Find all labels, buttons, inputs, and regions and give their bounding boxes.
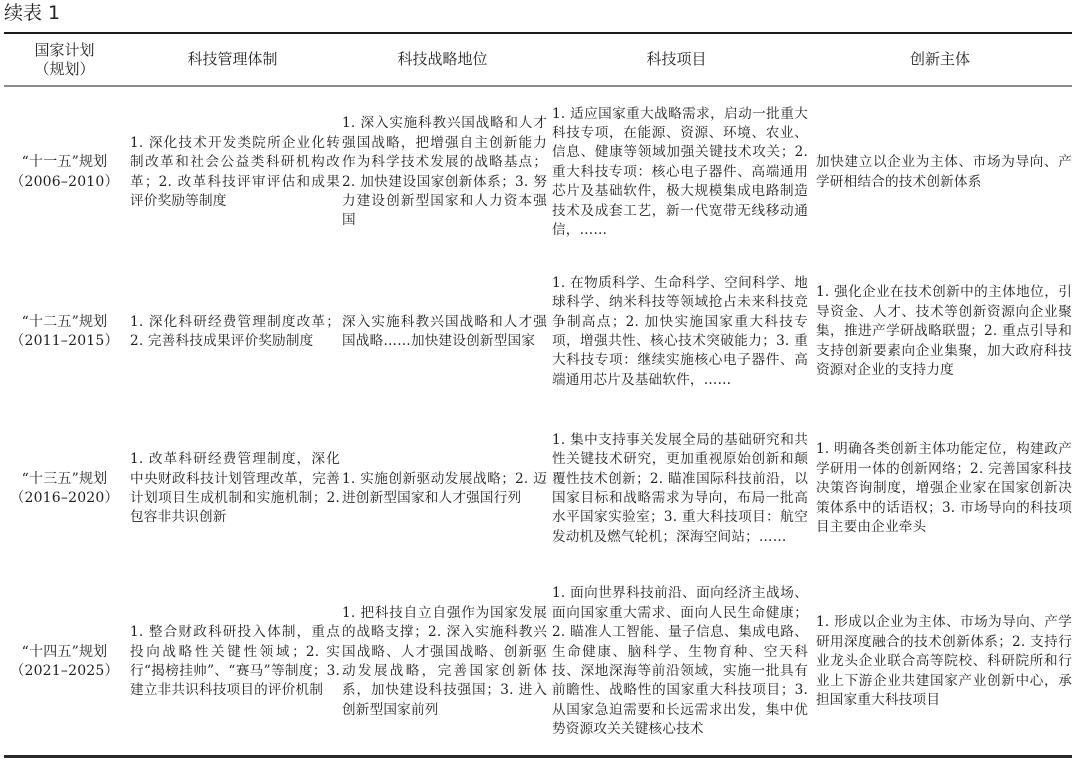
cell-strategy [342, 572, 547, 752]
cell-plan [4, 257, 125, 407]
cell-text: 1. 深化技术开发类院所企业化转制改革和社会公益类科研机构改革；2. 改革科技评审评估和成果评价奖励等制度 [130, 134, 340, 209]
cell-text: 1. 深入实施科教兴国战略和人才强国战略，把增强自主创新能力作为科学技术发展的战略基点；2. 加快建设国家创新体系；3. 努力建设创新型国家和人力资本强国 [342, 115, 547, 229]
cell-projects [552, 410, 808, 568]
plan-name: “十二五”规划 [21, 313, 108, 330]
cell-projects [552, 257, 808, 407]
header-plan [4, 34, 125, 85]
cell-plan [4, 90, 125, 255]
cell-strategy [342, 410, 547, 568]
cell-projects [552, 90, 808, 255]
cell-innovators [816, 257, 1072, 407]
cell-text: 1. 在物质科学、生命科学、空间科学、地球科学、纳米科技等领域抢占未来科技竞争制高点；2. 加快实施国家重大科技专项，增强共性、核心技术突破能力；3. 重大科技专项：继续实施核心电子器件、高端通用芯片及基础软件，…… [552, 274, 808, 388]
cell-management [130, 410, 340, 568]
header-projects: 科技项目 [646, 50, 707, 68]
cell-text: 加快建立以企业为主体、市场为导向、产学研相结合的技术创新体系 [816, 154, 1072, 190]
table-row [4, 90, 1072, 255]
cell-text: 1. 把科技自立自强作为国家发展的战略支撑；2. 深入实施科教兴国战略、人才强国战略、创新驱动发展战略，完善国家创新体系，加快建设科技强国；3. 进入创新型国家前列 [342, 604, 547, 718]
cell-text: 深入实施科教兴国战略和人才强国战略……加快建设创新型国家 [342, 313, 547, 349]
header-plan-line2: （规划） [34, 59, 95, 78]
cell-innovators [816, 410, 1072, 568]
plan-name: “十三五”规划 [21, 470, 108, 487]
cell-innovators [816, 572, 1072, 752]
plan-period: （2021–2025） [10, 663, 119, 679]
cell-strategy [342, 257, 547, 407]
header-plan-line1: 国家计划 [34, 40, 95, 59]
header-strategy: 科技战略地位 [397, 50, 488, 68]
cell-management [130, 572, 340, 752]
cell-plan [4, 572, 125, 752]
cell-management [130, 257, 340, 407]
cell-text: 1. 深化科研经费管理制度改革；2. 完善科技成果评价奖励制度 [130, 313, 340, 349]
cell-text: 1. 明确各类创新主体功能定位，构建政产学研用一体的创新网络；2. 完善国家科技决策咨询制度，增强企业家在国家创新决策体系中的话语权；3. 市场导向的科技项目主要由企业牵头 [816, 441, 1072, 536]
cell-text: 1. 整合财政科研投入体制，重点投向战略性关键性领域；2. 实行“揭榜挂帅”、“赛马”等制度；3. 建立非共识科技项目的评价机制 [130, 624, 340, 699]
table-row [4, 410, 1072, 568]
header-innovators: 创新主体 [909, 50, 970, 68]
cell-innovators [816, 90, 1072, 255]
cell-text: 1. 面向世界科技前沿、面向经济主战场、面向国家重大需求、面向人民生命健康；2. 瞄准人工智能、量子信息、集成电路、生命健康、脑科学、生物育种、空天科技、深地深海等前沿领域，实施一批具有前瞻性、战略性的国家重大科技项目；3. 从国家急迫需要和长远需求出发，集中优势资源攻关关键核心技术 [552, 585, 808, 738]
cell-text: 1. 强化企业在技术创新中的主体地位，引导资金、人才、技术等创新资源向企业聚集，推进产学研战略联盟；2. 重点引导和支持创新要素向企业集聚，加大政府科技资源对企业的支持力度 [816, 284, 1072, 379]
bottom-rule [4, 755, 1072, 758]
table-row [4, 572, 1072, 752]
cell-text: 1. 适应国家重大战略需求，启动一批重大科技专项，在能源、资源、环境、农业、信息、健康等领域加强关键技术攻关；2. 重大科技专项：核心电子器件、高端通用芯片及基础软件，极大规模集成电路制造技术及成套工艺，新一代宽带无线移动通信，…… [552, 105, 808, 239]
plan-period: （2006–2010） [10, 173, 119, 190]
cell-text: 1. 实施创新驱动发展战略；2. 迈进创新型国家和人才强国行列 [342, 470, 547, 506]
header-management: 科技管理体制 [187, 50, 278, 68]
plan-name: “十四五”规划 [21, 643, 108, 660]
cell-strategy [342, 90, 547, 255]
table-caption: 续表 1 [4, 2, 61, 24]
cell-management [130, 90, 340, 255]
cell-plan [4, 410, 125, 568]
cell-text: 1. 集中支持事关发展全局的基础研究和共性关键技术研究，更加重视原始创新和颠覆性技术创新；2. 瞄准国际科技前沿，以国家目标和战略需求为导向，布局一批高水平国家实验室；3. 重大科技项目：航空发动机及燃气轮机；深海空间站；…… [552, 431, 808, 545]
plan-period: （2011–2015） [10, 333, 119, 349]
cell-projects [552, 572, 808, 752]
plan-period: （2016–2020） [10, 490, 119, 506]
plan-name: “十一五”规划 [21, 154, 108, 171]
cell-text: 1. 改革科研经费管理制度，深化中央财政科技计划管理改革，完善计划项目生成机制和实施机制；2. 包容非共识创新 [130, 451, 340, 526]
header-rule [4, 85, 1072, 87]
cell-text: 1. 形成以企业为主体、市场为导向、产学研用深度融合的技术创新体系；2. 支持行业龙头企业联合高等院校、科研院所和行业上下游企业共建国家产业创新中心，承担国家重大科技项目 [816, 614, 1072, 709]
table-row [4, 257, 1072, 407]
